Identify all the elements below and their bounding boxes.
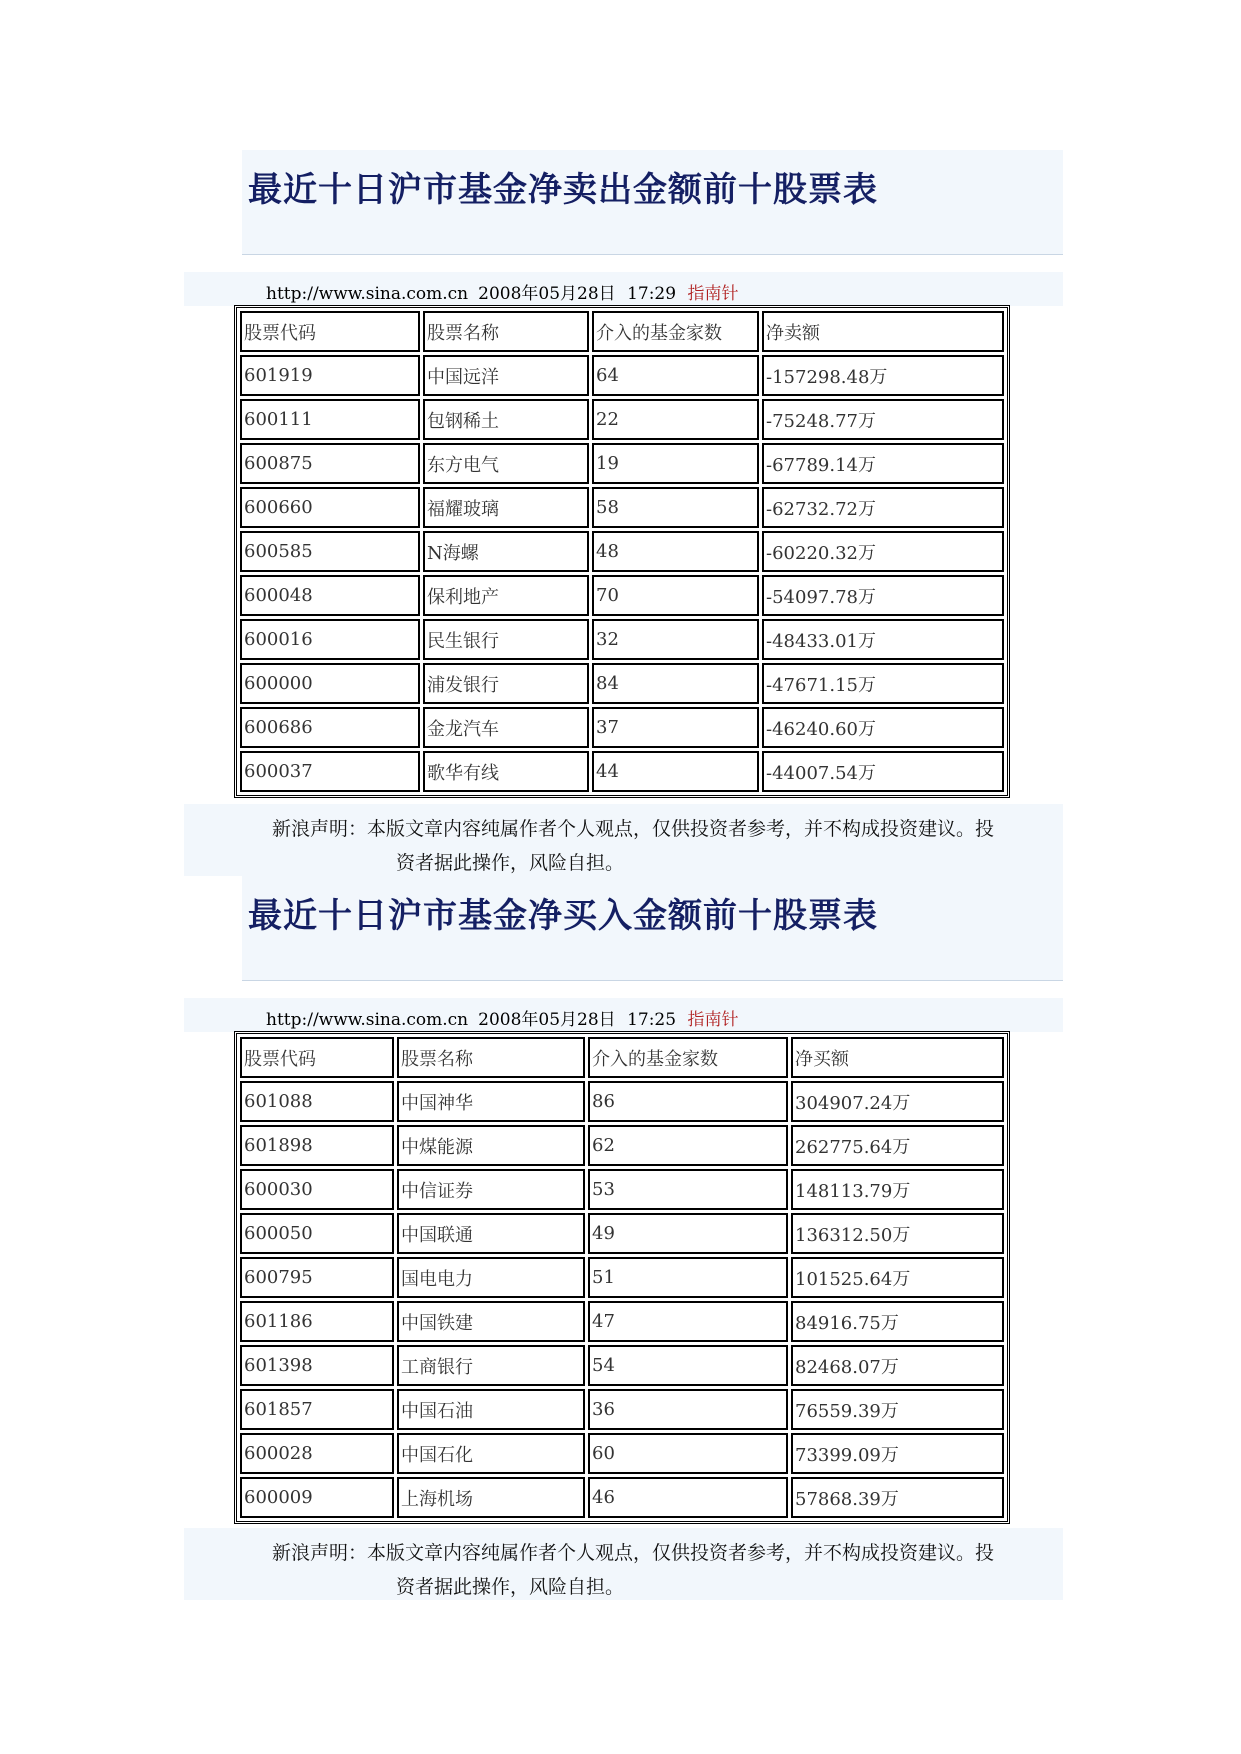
table-row	[240, 1213, 1004, 1254]
stock-code-cell: 601186	[240, 1301, 394, 1342]
fund-count-cell: 46	[588, 1477, 788, 1518]
stock-code-cell: 600016	[240, 619, 420, 660]
fund-count-cell: 62	[588, 1125, 788, 1166]
stock-name-cell: 国电电力	[397, 1257, 585, 1298]
table-row	[240, 355, 1004, 396]
stock-name-cell: 东方电气	[423, 443, 589, 484]
fund-count-cell: 58	[592, 487, 759, 528]
fund-count-cell: 32	[592, 619, 759, 660]
net-amount-cell: -60220.32万	[762, 531, 1004, 572]
stock-code-cell: 601919	[240, 355, 420, 396]
table-row	[240, 1389, 1004, 1430]
disclaimer-line-2: 资者据此操作，风险自担。	[396, 1576, 625, 1598]
column-header: 净卖额	[762, 311, 1004, 352]
disclaimer-line-2: 资者据此操作，风险自担。	[396, 852, 625, 874]
section-2-meta	[266, 1005, 738, 1030]
section-2-title-band	[242, 876, 1063, 981]
fund-count-cell: 22	[592, 399, 759, 440]
fund-count-cell: 49	[588, 1213, 788, 1254]
net-amount-cell: -44007.54万	[762, 751, 1004, 792]
stock-code-cell: 600660	[240, 487, 420, 528]
column-header: 股票代码	[240, 311, 420, 352]
section-2-meta-band	[184, 998, 1063, 1032]
net-amount-cell: 136312.50万	[791, 1213, 1004, 1254]
net-amount-cell: 57868.39万	[791, 1477, 1004, 1518]
publish-date: 2008年05月28日	[478, 1010, 616, 1030]
stock-name-cell: 中国神华	[397, 1081, 585, 1122]
stock-name-cell: 福耀玻璃	[423, 487, 589, 528]
net-amount-cell: -62732.72万	[762, 487, 1004, 528]
disclaimer-line-1: 新浪声明：本版文章内容纯属作者个人观点，仅供投资者参考，并不构成投资建议。投	[272, 1542, 995, 1564]
disclaimer-line-1: 新浪声明：本版文章内容纯属作者个人观点，仅供投资者参考，并不构成投资建议。投	[272, 818, 995, 840]
zhinanzhen-link[interactable]: 指南针	[687, 1010, 739, 1030]
section-1-title: 最近十日沪市基金净卖出金额前十股票表	[248, 170, 878, 210]
stock-name-cell: 中国石化	[397, 1433, 585, 1474]
stock-code-cell: 600030	[240, 1169, 394, 1210]
stock-name-cell: 上海机场	[397, 1477, 585, 1518]
source-url[interactable]: http://www.sina.com.cn	[266, 1010, 469, 1030]
table-row	[240, 1081, 1004, 1122]
fund-count-cell: 86	[588, 1081, 788, 1122]
stock-code-cell: 601898	[240, 1125, 394, 1166]
fund-count-cell: 19	[592, 443, 759, 484]
fund-count-cell: 37	[592, 707, 759, 748]
column-header: 股票代码	[240, 1037, 394, 1078]
net-amount-cell: 101525.64万	[791, 1257, 1004, 1298]
stock-name-cell: 金龙汽车	[423, 707, 589, 748]
stock-code-cell: 600585	[240, 531, 420, 572]
net-buy-table	[234, 1031, 1010, 1524]
stock-code-cell: 600795	[240, 1257, 394, 1298]
net-amount-cell: -75248.77万	[762, 399, 1004, 440]
column-header: 净买额	[791, 1037, 1004, 1078]
fund-count-cell: 48	[592, 531, 759, 572]
source-url[interactable]: http://www.sina.com.cn	[266, 284, 469, 304]
zhinanzhen-link[interactable]: 指南针	[687, 284, 739, 304]
fund-count-cell: 53	[588, 1169, 788, 1210]
stock-name-cell: 中信证券	[397, 1169, 585, 1210]
stock-name-cell: 歌华有线	[423, 751, 589, 792]
net-amount-cell: 148113.79万	[791, 1169, 1004, 1210]
net-amount-cell: 73399.09万	[791, 1433, 1004, 1474]
table-row	[240, 399, 1004, 440]
table-row	[240, 1257, 1004, 1298]
table-row	[240, 751, 1004, 792]
net-amount-cell: 304907.24万	[791, 1081, 1004, 1122]
stock-name-cell: 中煤能源	[397, 1125, 585, 1166]
table-row	[240, 443, 1004, 484]
section-1-meta-band	[184, 272, 1063, 306]
section-1-meta	[266, 279, 738, 304]
stock-name-cell: 浦发银行	[423, 663, 589, 704]
stock-code-cell: 600050	[240, 1213, 394, 1254]
table-row	[240, 707, 1004, 748]
fund-count-cell: 64	[592, 355, 759, 396]
fund-count-cell: 51	[588, 1257, 788, 1298]
net-sell-table	[234, 305, 1010, 798]
fund-count-cell: 70	[592, 575, 759, 616]
publish-time: 17:25	[627, 1010, 677, 1030]
table-row	[240, 1477, 1004, 1518]
column-header: 股票名称	[423, 311, 589, 352]
table-row	[240, 575, 1004, 616]
table-row	[240, 531, 1004, 572]
fund-count-cell: 60	[588, 1433, 788, 1474]
fund-count-cell: 36	[588, 1389, 788, 1430]
stock-name-cell: 中国联通	[397, 1213, 585, 1254]
table-row	[240, 1125, 1004, 1166]
stock-code-cell: 600686	[240, 707, 420, 748]
net-amount-cell: -48433.01万	[762, 619, 1004, 660]
stock-code-cell: 600009	[240, 1477, 394, 1518]
table-row	[240, 663, 1004, 704]
table-header-row	[240, 1037, 1004, 1078]
table-row	[240, 1301, 1004, 1342]
section-1-title-band	[242, 150, 1063, 255]
column-header: 介入的基金家数	[592, 311, 759, 352]
fund-count-cell: 47	[588, 1301, 788, 1342]
stock-name-cell: 民生银行	[423, 619, 589, 660]
stock-code-cell: 600037	[240, 751, 420, 792]
section-1-disclaimer-band	[184, 804, 1063, 876]
net-amount-cell: -47671.15万	[762, 663, 1004, 704]
stock-name-cell: 包钢稀土	[423, 399, 589, 440]
table-row	[240, 1169, 1004, 1210]
net-amount-cell: 84916.75万	[791, 1301, 1004, 1342]
stock-name-cell: 中国石油	[397, 1389, 585, 1430]
stock-code-cell: 600111	[240, 399, 420, 440]
table-row	[240, 1433, 1004, 1474]
column-header: 股票名称	[397, 1037, 585, 1078]
section-2-disclaimer-band	[184, 1528, 1063, 1600]
stock-name-cell: 保利地产	[423, 575, 589, 616]
stock-name-cell: 中国铁建	[397, 1301, 585, 1342]
fund-count-cell: 84	[592, 663, 759, 704]
table-row	[240, 619, 1004, 660]
stock-name-cell: 中国远洋	[423, 355, 589, 396]
publish-time: 17:29	[627, 284, 677, 304]
table-row	[240, 487, 1004, 528]
stock-code-cell: 601088	[240, 1081, 394, 1122]
stock-code-cell: 601398	[240, 1345, 394, 1386]
table-header-row	[240, 311, 1004, 352]
table-row	[240, 1345, 1004, 1386]
fund-count-cell: 54	[588, 1345, 788, 1386]
fund-count-cell: 44	[592, 751, 759, 792]
stock-name-cell: N海螺	[423, 531, 589, 572]
net-amount-cell: -67789.14万	[762, 443, 1004, 484]
section-2-title: 最近十日沪市基金净买入金额前十股票表	[248, 896, 878, 936]
column-header: 介入的基金家数	[588, 1037, 788, 1078]
stock-code-cell: 601857	[240, 1389, 394, 1430]
stock-name-cell: 工商银行	[397, 1345, 585, 1386]
publish-date: 2008年05月28日	[478, 284, 616, 304]
net-amount-cell: 262775.64万	[791, 1125, 1004, 1166]
stock-code-cell: 600000	[240, 663, 420, 704]
net-amount-cell: 76559.39万	[791, 1389, 1004, 1430]
stock-code-cell: 600028	[240, 1433, 394, 1474]
stock-code-cell: 600048	[240, 575, 420, 616]
net-amount-cell: -46240.60万	[762, 707, 1004, 748]
net-amount-cell: 82468.07万	[791, 1345, 1004, 1386]
net-amount-cell: -54097.78万	[762, 575, 1004, 616]
stock-code-cell: 600875	[240, 443, 420, 484]
net-amount-cell: -157298.48万	[762, 355, 1004, 396]
